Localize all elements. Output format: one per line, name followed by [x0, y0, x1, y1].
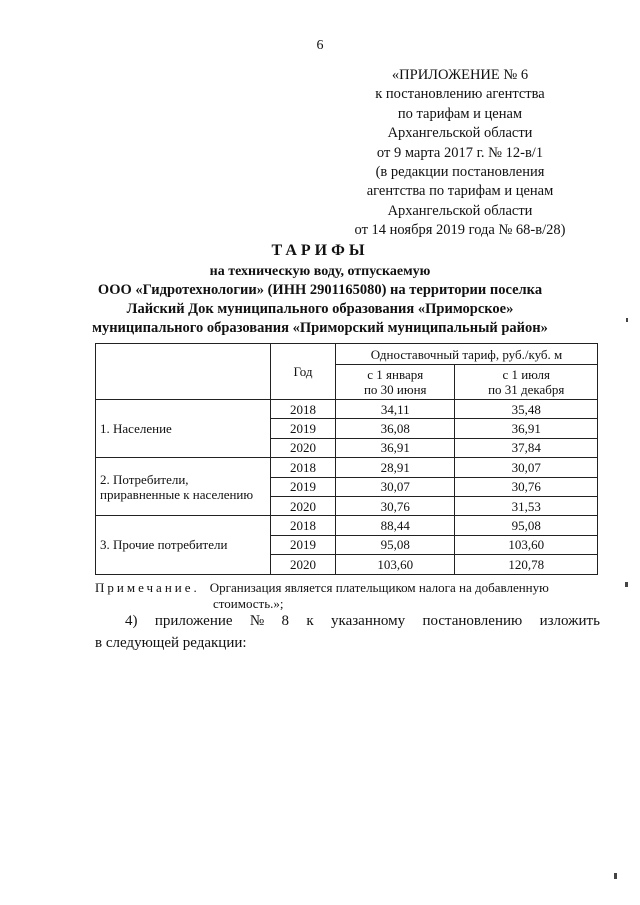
note-text: Организация является плательщиком налога на добавленную: [209, 580, 549, 595]
tariff-cell: 34,11: [336, 400, 455, 419]
period2-header-cell: [455, 365, 598, 400]
year-cell: 2020: [271, 496, 336, 515]
document-title: [0, 240, 640, 338]
tariff-table: [95, 343, 598, 575]
title-line: на техническую воду, отпускаемую: [209, 264, 431, 279]
table-row: [96, 516, 598, 535]
category-cell: [96, 458, 271, 516]
tariff-cell: 36,08: [336, 419, 455, 438]
appendix-line: (в редакции постановления: [375, 164, 545, 181]
paragraph-word: указанному: [331, 613, 406, 629]
period2-line: по 31 декабря: [488, 382, 565, 397]
appendix-line: «ПРИЛОЖЕНИЕ № 6: [391, 67, 529, 83]
category-cell: [96, 400, 271, 458]
tariff-cell: 30,76: [455, 477, 598, 496]
paragraph-word: изложить: [539, 613, 600, 629]
appendix-line: агентства по тарифам и ценам: [366, 183, 554, 200]
title-line: Лайский Док муниципального образования «Приморское»: [126, 301, 514, 317]
table-header-row: [96, 344, 598, 365]
tariff-cell: 31,53: [455, 496, 598, 515]
period1-header-cell: [336, 365, 455, 400]
category-header-cell: [96, 344, 271, 400]
tariff-cell: 37,84: [455, 438, 598, 457]
period2-line: с 1 июля: [502, 367, 551, 382]
year-cell: 2019: [271, 535, 336, 554]
amendment-paragraph: [95, 610, 600, 654]
scan-mark: [626, 318, 628, 322]
paragraph-line: [95, 610, 600, 632]
category-line: 3. Прочие потребители: [100, 537, 228, 553]
appendix-line: к постановлению агентства: [375, 86, 545, 103]
period1-line: по 30 июня: [363, 382, 427, 397]
table-note: [95, 580, 600, 612]
paragraph-word: к: [306, 613, 314, 629]
paragraph-line: в следующей редакции:: [95, 635, 247, 651]
year-cell: 2020: [271, 438, 336, 457]
appendix-line: от 9 марта 2017 г. № 12-в/1: [376, 144, 544, 161]
period1-line: с 1 января: [367, 367, 424, 382]
paragraph-word: постановлению: [422, 613, 523, 629]
appendix-line: по тарифам и ценам: [397, 105, 523, 122]
year-cell: 2018: [271, 516, 336, 535]
tariff-cell: 30,07: [336, 477, 455, 496]
tariff-cell: 28,91: [336, 458, 455, 477]
year-cell: 2018: [271, 458, 336, 477]
appendix-line: Архангельской области: [387, 202, 533, 219]
year-cell: 2019: [271, 477, 336, 496]
category-line: приравненные к населению: [100, 486, 254, 502]
tariff-cell: 88,44: [336, 516, 455, 535]
tariff-cell: 95,08: [336, 535, 455, 554]
paragraph-word: №: [249, 613, 265, 629]
tariff-cell: 35,48: [455, 400, 598, 419]
tariff-cell: 103,60: [336, 555, 455, 574]
note-first-line: [95, 580, 600, 596]
tariff-cell: 30,07: [455, 458, 598, 477]
category-cell: [96, 516, 271, 574]
appendix-header: [330, 66, 590, 241]
title-line: ООО «Гидротехнологии» (ИНН 2901165080) на территории поселка: [97, 282, 543, 298]
title-line: муниципального образования «Приморский муниципальный район»: [92, 320, 548, 336]
title-main: ТАРИФЫ: [271, 242, 369, 259]
note-label: Примечание.: [95, 580, 200, 595]
tariff-cell: 30,76: [336, 496, 455, 515]
appendix-line: от 14 ноября 2019 года № 68-в/28): [354, 222, 566, 239]
category-line: 2. Потребители,: [100, 471, 189, 487]
category-line: 1. Население: [100, 421, 172, 437]
tariff-header-cell: Одноставочный тариф, руб./куб. м: [336, 344, 598, 365]
page-number: 6: [316, 38, 324, 53]
tariff-cell: 95,08: [455, 516, 598, 535]
paragraph-word: приложение: [154, 613, 233, 629]
year-cell: 2018: [271, 400, 336, 419]
table-row: [96, 458, 598, 477]
tariff-cell: 36,91: [336, 438, 455, 457]
paragraph-word: 4): [125, 613, 138, 629]
note-text-continued: стоимость.»;: [213, 596, 284, 611]
year-cell: 2019: [271, 419, 336, 438]
scan-mark: [614, 873, 617, 879]
scan-mark: [625, 582, 628, 587]
tariff-cell: 120,78: [455, 555, 598, 574]
tariff-cell: 36,91: [455, 419, 598, 438]
year-header-cell: Год: [271, 344, 336, 400]
appendix-line: Архангельской области: [387, 125, 533, 142]
tariff-cell: 103,60: [455, 535, 598, 554]
paragraph-word: 8: [281, 613, 290, 629]
table-row: [96, 400, 598, 419]
year-cell: 2020: [271, 555, 336, 574]
